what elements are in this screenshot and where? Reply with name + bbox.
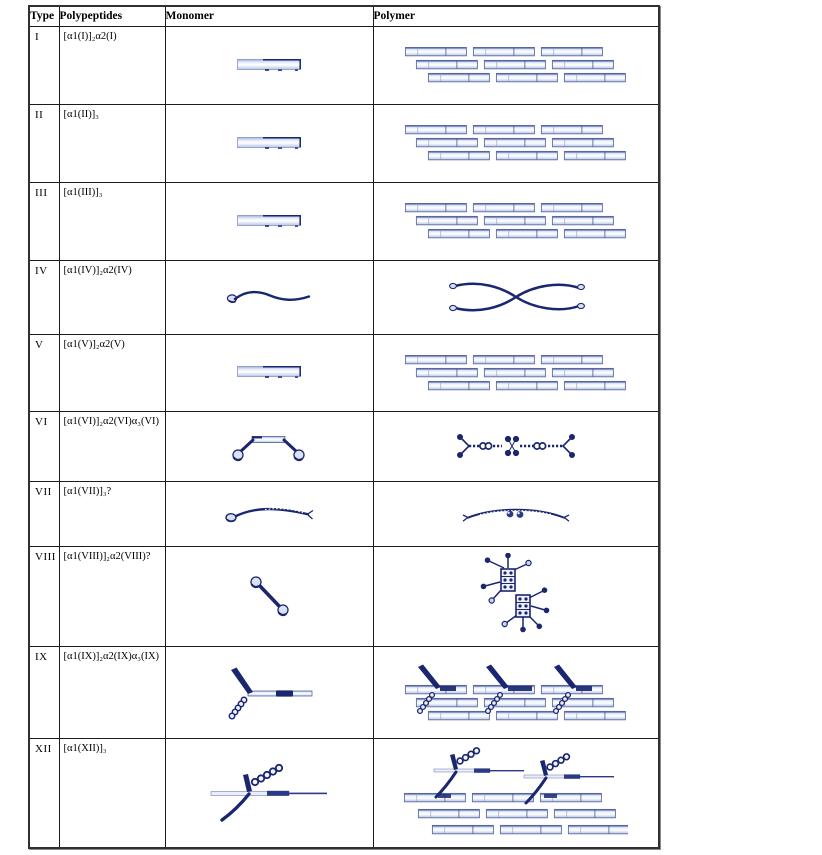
cross-shaped-with-coil-icon (209, 762, 329, 824)
triple-helix-rod-icon (237, 366, 301, 379)
staggered-fibril-icon (405, 125, 627, 161)
curved-rod-with-globule-icon (223, 502, 315, 526)
polymer-cell (373, 411, 659, 481)
triple-helix-rod-icon (237, 59, 301, 72)
staggered-fibril-icon (405, 47, 627, 83)
table-row-type-vi (29, 411, 659, 481)
triple-helix-rod-icon (237, 137, 301, 150)
type-label: IV (29, 260, 59, 334)
table-row-type-vii (29, 481, 659, 546)
polypeptide-formula: [α1(IX)]₂α2(IX)α₃(IX) (59, 646, 165, 738)
table-row-type-i (29, 26, 659, 104)
type-label: VII (29, 481, 59, 546)
staggered-fibril-icon (405, 355, 627, 391)
crossed-network-icon (441, 278, 591, 316)
table-row-type-iii (29, 182, 659, 260)
polymer-cell (373, 481, 659, 546)
kinked-rod-with-arms-icon (221, 663, 317, 721)
type-label: VIII (29, 546, 59, 646)
table-row-type-iv (29, 260, 659, 334)
monomer-cell (165, 334, 373, 411)
polymer-cell (373, 260, 659, 334)
polypeptide-formula: [α1(VII)]₃? (59, 481, 165, 546)
table-row-type-xii (29, 738, 659, 848)
polymer-cell (373, 546, 659, 646)
polypeptide-formula: [α1(VIII)]₂α2(VIII)? (59, 546, 165, 646)
type-label: V (29, 334, 59, 411)
fibril-associated-molecules-icon (404, 657, 628, 727)
polymer-cell (373, 182, 659, 260)
polymer-cell (373, 738, 659, 848)
polypeptide-formula: [α1(XII)]₃ (59, 738, 165, 848)
monomer-cell (165, 481, 373, 546)
triple-helix-rod-icon (237, 215, 301, 228)
type-label: III (29, 182, 59, 260)
polymer-cell (373, 104, 659, 182)
beaded-filament-icon (455, 431, 577, 461)
polymer-cell (373, 646, 659, 738)
type-label: IX (29, 646, 59, 738)
monomer-cell (165, 646, 373, 738)
staggered-fibril-icon (405, 203, 627, 239)
type-label: VI (29, 411, 59, 481)
monomer-cell (165, 411, 373, 481)
monomer-cell (165, 260, 373, 334)
collagen-types-table (28, 5, 660, 849)
monomer-cell (165, 26, 373, 104)
type-label: I (29, 26, 59, 104)
flexible-rod-with-globule-icon (226, 286, 312, 308)
dumbbell-monomer-icon (227, 430, 311, 462)
rod-with-terminal-globules-icon (245, 572, 293, 620)
column-header-type: Type (29, 6, 59, 26)
column-header-polymer: Polymer (373, 6, 659, 26)
monomer-cell (165, 104, 373, 182)
polypeptide-formula: [α1(II)]₃ (59, 104, 165, 182)
table-row-type-ix (29, 646, 659, 738)
polypeptide-formula: [α1(VI)]₂α2(VI)α₃(VI) (59, 411, 165, 481)
monomer-cell (165, 182, 373, 260)
header-row (29, 6, 659, 26)
polymer-cell (373, 334, 659, 411)
table-row-type-viii (29, 546, 659, 646)
hexagonal-lattice-icon (474, 553, 558, 639)
monomer-cell (165, 546, 373, 646)
column-header-monomer: Monomer (165, 6, 373, 26)
polypeptide-formula: [α1(I)]₂α2(I) (59, 26, 165, 104)
polymer-cell (373, 26, 659, 104)
fibril-associated-molecules-icon (404, 747, 628, 839)
polypeptide-formula: [α1(V)]₂α2(V) (59, 334, 165, 411)
anchoring-fibril-icon (460, 503, 572, 525)
polypeptide-formula: [α1(IV)]₂α2(IV) (59, 260, 165, 334)
type-label: XII (29, 738, 59, 848)
column-header-polypeptides: Polypeptides (59, 6, 165, 26)
table-row-type-v (29, 334, 659, 411)
polypeptide-formula: [α1(III)]₃ (59, 182, 165, 260)
monomer-cell (165, 738, 373, 848)
table-row-type-ii (29, 104, 659, 182)
type-label: II (29, 104, 59, 182)
